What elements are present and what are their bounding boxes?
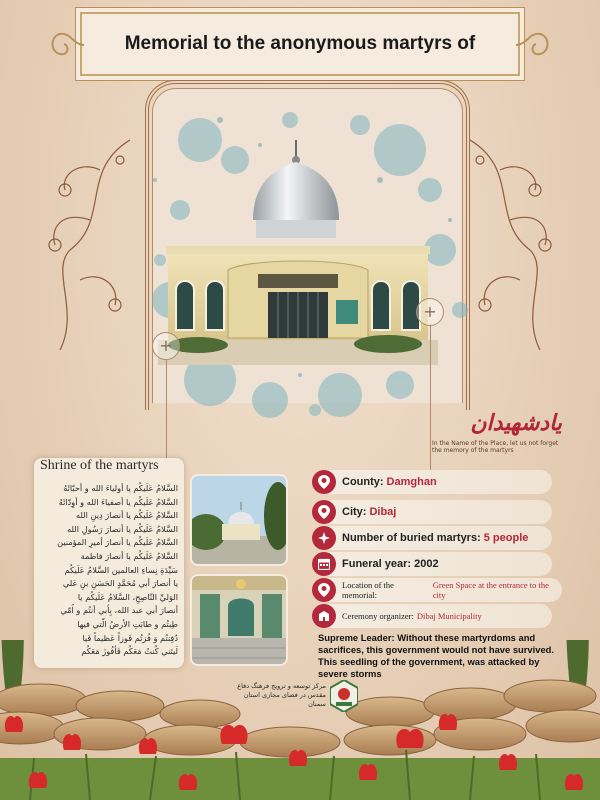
info-city — [312, 500, 552, 524]
plus-marker-left-icon: + — [152, 332, 180, 360]
ziyarat-line: الوَليِّ النّاصِحِ، السَّلامُ عَلَيكُم يا — [77, 591, 178, 602]
scroll-ornament-left-icon — [46, 28, 86, 62]
ziyarat-line: أنصارَ أبي عبد الله، بِأبي أنتُم و اُمّي — [60, 605, 178, 616]
info-value: Dibaj — [369, 506, 397, 518]
ziyarat-line: طِبتُم و طابَتِ الأرضُ الَّتي فيها — [77, 618, 178, 629]
calligraphy-title: یادشهیدان — [470, 410, 562, 436]
ziyarat-line: السَّلامُ عَلَيكُم يا أصفياءَ الله و أوِدّائَهُ — [58, 496, 178, 507]
ziyarat-line: دُفِنتُم وَ فُزتُم فَوزاً عَظيماً فَيا — [82, 632, 178, 643]
supreme-leader-quote: Supreme Leader: Without these martyrdoms and sacrifices, this government would not have survived. This seedling of the government, was attacked by severe storms — [318, 632, 555, 679]
info-value: Green Space at the entrance to the city — [432, 580, 549, 600]
info-label: Location of the memorial: — [342, 580, 394, 600]
info-label: Ceremony organizer: — [342, 611, 414, 621]
calligraphy-subtitle: In the Name of the Place, let us not forget the memory of the martyrs — [432, 440, 559, 454]
info-location — [312, 578, 562, 602]
organization-logo — [232, 680, 362, 712]
calendar-icon — [312, 552, 336, 576]
location-pin-icon — [312, 470, 336, 494]
info-value: 5 people — [483, 532, 529, 544]
info-label: City: — [342, 506, 367, 518]
info-county — [312, 470, 552, 494]
info-label: Number of buried martyrs: — [342, 532, 481, 544]
ziyarat-line: السَّلامُ عَلَيكُم يا أولياءَ الله و أحبّائَهُ — [63, 483, 178, 493]
info-martyrs — [312, 526, 552, 550]
calligraphy-logo — [432, 410, 562, 458]
floral-ornament-left — [40, 130, 150, 360]
shrine-heading: Shrine of the martyrs — [40, 458, 159, 473]
info-value: Dibaj Municipality — [416, 611, 482, 621]
plus-marker-right-icon: + — [416, 298, 444, 326]
emblem-icon — [330, 680, 358, 712]
ziyarat-line: السَّلامُ عَلَيكُم يا أنصارَ دِينِ الله — [76, 510, 178, 521]
title-banner — [80, 12, 520, 76]
map-pin-icon — [312, 578, 336, 602]
sandbag-and-tulip-scene — [0, 640, 600, 800]
info-value: Damghan — [386, 476, 437, 488]
ziyarat-line: لَيتَني كُنتُ مَعَكُم فَأفُوزَ مَعَكُم — [81, 646, 178, 657]
scroll-ornament-right-icon — [514, 28, 554, 62]
info-organizer — [312, 604, 552, 628]
ziyarat-text — [42, 482, 178, 659]
info-label: County: — [342, 476, 384, 488]
info-label: Funeral year: — [342, 558, 412, 570]
exterior-photo — [190, 474, 288, 566]
info-funeral-year — [312, 552, 552, 576]
ziyarat-line: يا أنصارَ أبي مُحَمَّدٍ الحَسَنِ بنِ عَلي — [62, 578, 178, 589]
info-value: 2002 — [414, 558, 439, 570]
martyr-icon — [312, 526, 336, 550]
page-title: Memorial to the anonymous martyrs of — [124, 33, 476, 54]
ziyarat-line: السَّلامُ عَلَيكُم يا أنصارَ رَسُولِ الله — [67, 523, 178, 534]
shrine-building-illustration — [158, 140, 438, 365]
ziyarat-line: السَّلامُ عَلَيكُم يا أنصارَ فاطمة — [80, 550, 178, 561]
building-icon — [312, 604, 336, 628]
ziyarat-line: سَيِّدَةِ نِساءِ العالمين السَّلامُ عَلَيكُم — [64, 564, 178, 575]
logo-text: مرکز توسعه و ترویج فرهنگ دفاع مقدس در فضای مجازی استان سمنان — [237, 682, 326, 708]
city-pin-icon — [312, 500, 336, 524]
ziyarat-line: السَّلامُ عَلَيكُم يا أنصارَ أميرِ المؤمنين — [57, 537, 178, 548]
marker-line-right — [430, 324, 431, 474]
